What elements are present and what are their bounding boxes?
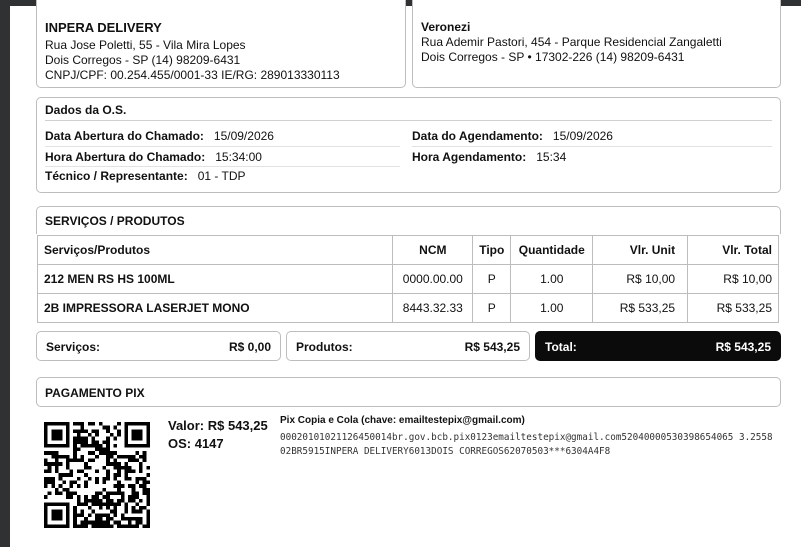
cell-total: R$ 533,25 — [688, 294, 779, 323]
table-row — [38, 294, 779, 323]
cell-unit: R$ 10,00 — [593, 265, 688, 294]
os-title: Dados da O.S. — [45, 103, 127, 117]
col-header-ncm: NCM — [393, 236, 473, 265]
services-header — [36, 206, 781, 234]
client-address: Rua Ademir Pastori, 454 - Parque Residencial Zangaletti — [421, 35, 722, 49]
company-address: Rua Jose Poletti, 55 - Vila Mira Lopes — [45, 38, 246, 52]
client-card — [412, 0, 781, 88]
cell-ncm: 0000.00.00 — [393, 265, 473, 294]
os-sched-time-value: 15:34 — [536, 150, 567, 164]
os-tech-value: 01 - TDP — [197, 169, 246, 183]
items-table — [37, 235, 779, 323]
row-divider — [412, 146, 772, 147]
cell-item: 2B IMPRESSORA LASERJET MONO — [38, 294, 393, 323]
table-row — [38, 265, 779, 294]
col-header-tipo: Tipo — [473, 236, 511, 265]
row-divider — [45, 166, 400, 167]
os-card — [36, 97, 781, 193]
col-header-item: Serviços/Produtos — [38, 236, 393, 265]
pix-key-label: Pix Copia e Cola (chave: emailtestepix@gmail.com) — [280, 415, 525, 426]
col-header-total: Vlr. Total — [688, 236, 779, 265]
pix-copy-paste-code[interactable]: 00020101021126450014br.gov.bcb.pix0123emailtestepix@gmail.com52040000530398654065 3.255802BR5915INPERA DELIVERY6013DOIS CORREGOS62070503***6304A4F8 — [280, 432, 773, 457]
services-total-value: R$ 0,00 — [228, 340, 271, 354]
os-open-time-value: 15:34:00 — [215, 150, 262, 164]
window-left-edge — [0, 0, 10, 547]
os-sched-date — [412, 129, 613, 143]
pix-value: Valor: R$ 543,25 — [168, 418, 268, 433]
pix-header — [36, 377, 781, 407]
client-name: Veronezi — [421, 20, 471, 34]
os-open-time — [45, 150, 262, 164]
company-name: INPERA DELIVERY — [45, 20, 162, 35]
cell-tipo: P — [473, 265, 511, 294]
os-open-time-label: Hora Abertura do Chamado: — [45, 150, 206, 164]
col-header-unit: Vlr. Unit — [593, 236, 688, 265]
pix-title: PAGAMENTO PIX — [45, 386, 145, 400]
client-city-phone: Dois Corregos - SP • 17302-226 (14) 98209-6431 — [421, 50, 685, 64]
table-header-row — [38, 236, 779, 265]
services-title: SERVIÇOS / PRODUTOS — [45, 214, 185, 228]
os-tech — [45, 169, 246, 183]
cell-ncm: 8443.32.33 — [393, 294, 473, 323]
grand-total-label: Total: — [545, 340, 577, 354]
company-city-phone: Dois Corregos - SP (14) 98209-6431 — [45, 53, 241, 67]
col-header-qtd: Quantidade — [511, 236, 593, 265]
cell-item: 212 MEN RS HS 100ML — [38, 265, 393, 294]
grand-total-value: R$ 543,25 — [715, 340, 771, 354]
os-open-date — [45, 129, 274, 143]
products-total-label: Produtos: — [296, 340, 353, 354]
cell-total: R$ 10,00 — [688, 265, 779, 294]
cell-qtd: 1.00 — [511, 265, 593, 294]
services-total-label: Serviços: — [46, 340, 101, 354]
os-sched-time-label: Hora Agendamento: — [412, 150, 527, 164]
cell-tipo: P — [473, 294, 511, 323]
services-total-box — [36, 331, 281, 361]
os-open-date-value: 15/09/2026 — [213, 129, 274, 143]
os-open-date-label: Data Abertura do Chamado: — [45, 129, 204, 143]
pix-qr-code-icon — [44, 422, 150, 528]
row-divider — [45, 146, 400, 147]
os-tech-label: Técnico / Representante: — [45, 169, 188, 183]
os-divider — [45, 120, 772, 121]
products-total-box — [286, 331, 530, 361]
company-docs: CNPJ/CPF: 00.254.455/0001-33 IE/RG: 289013330113 — [45, 68, 340, 82]
os-sched-date-label: Data do Agendamento: — [412, 129, 543, 143]
cell-qtd: 1.00 — [511, 294, 593, 323]
pix-os: OS: 4147 — [168, 436, 224, 451]
products-total-value: R$ 543,25 — [464, 340, 520, 354]
company-card — [36, 0, 406, 88]
grand-total-box — [535, 331, 781, 361]
cell-unit: R$ 533,25 — [593, 294, 688, 323]
os-sched-date-value: 15/09/2026 — [552, 129, 613, 143]
os-sched-time — [412, 150, 566, 164]
